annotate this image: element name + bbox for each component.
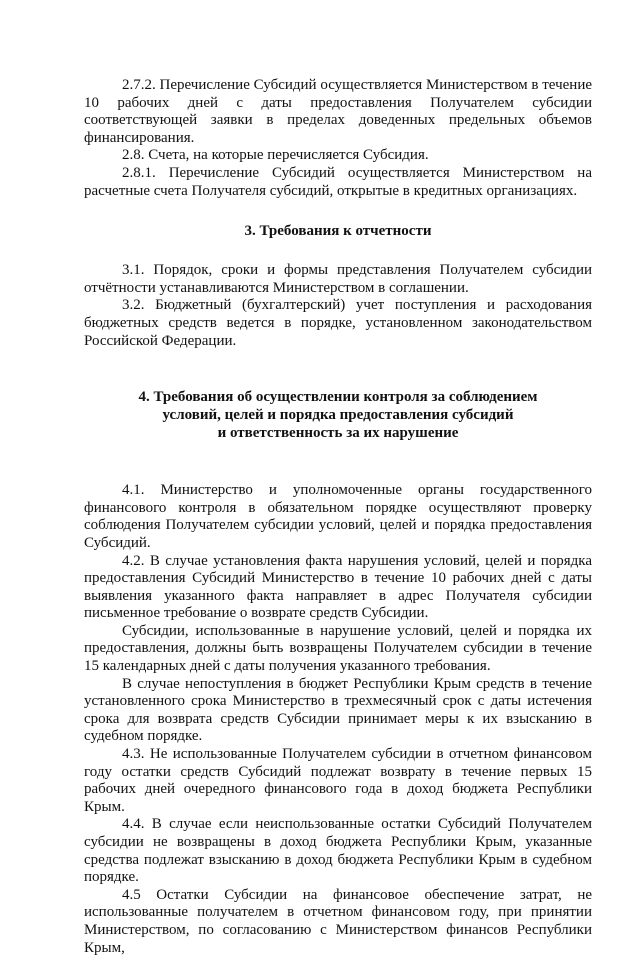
paragraph-4-2: 4.2. В случае установления факта нарушения условий, целей и порядка предоставления Субсидий Министерство в течение 10 рабочих дней с даты выявления указанного факта направляет в адрес Получателя субсидии письменное требование о возврате средств Субсидии. [84,552,592,622]
section-4-heading-line: 4. Требования об осуществлении контроля за соблюдением [138,389,538,406]
paragraph-2-8-1: 2.8.1. Перечисление Субсидий осуществляется Министерством на расчетные счета Получателя субсидий, открытые в кредитных организациях. [84,164,592,199]
section-4-heading [84,388,592,442]
paragraph-2-8: 2.8. Счета, на которые перечисляется Субсидия. [122,147,429,164]
section-3-heading: 3. Требования к отчетности [244,223,432,240]
section-4-heading-line: условий, целей и порядка предоставления субсидий [162,407,514,424]
paragraph-court-recovery: В случае непоступления в бюджет Республики Крым средств в течение установленного срока Министерство в трехмесячный срок с даты истечения срока для возврата средств Субсидии принимает меры к их взысканию в судебном порядке. [84,675,592,745]
paragraph-4-5: 4.5 Остатки Субсидии на финансовое обеспечение затрат, не использованные получателем в отчетном финансовом году, при принятии Министерством, по согласованию с Министерством финансов Республики Крым, [84,886,592,956]
paragraph-4-3: 4.3. Не использованные Получателем субсидии в отчетном финансовом году остатки средств Субсидий подлежат возврату в течение первых 15 рабочих дней очередного финансового года в доход бюджета Республики Крым. [84,746,592,815]
paragraph-return-subsidy: Субсидии, использованные в нарушение условий, целей и порядка их предоставления, должны быть возвращены Получателем субсидии в течение 15 календарных дней с даты получения указанного требования. [84,622,592,675]
paragraph-4-4: 4.4. В случае если неиспользованные остатки Субсидий Получателем субсидии не возвращены в доход бюджета Республики Крым, указанные средства подлежат взысканию в доход бюджета Республики Крым в судебном порядке. [84,816,592,886]
paragraph-3-1: 3.1. Порядок, сроки и формы представления Получателем субсидии отчётности устанавливаются Министерством в соглашении. [84,262,592,296]
paragraph-2-7-2: 2.7.2. Перечисление Субсидий осуществляется Министерством в течение 10 рабочих дней с даты предоставления Получателем субсидии соответствующей заявки в пределах доведенных предельных объемов финансирования. [84,77,592,146]
paragraph-4-1: 4.1. Министерство и уполномоченные органы государственного финансового контроля в обязательном порядке осуществляют проверку соблюдения Получателем субсидии условий, целей и порядка предоставления Субсидий. [84,482,592,551]
section-4-heading-line: и ответственность за их нарушение [217,425,459,442]
paragraph-3-2: 3.2. Бюджетный (бухгалтерский) учет поступления и расходования бюджетных средств ведется в порядке, установленном законодательством Российской Федерации. [84,297,592,349]
